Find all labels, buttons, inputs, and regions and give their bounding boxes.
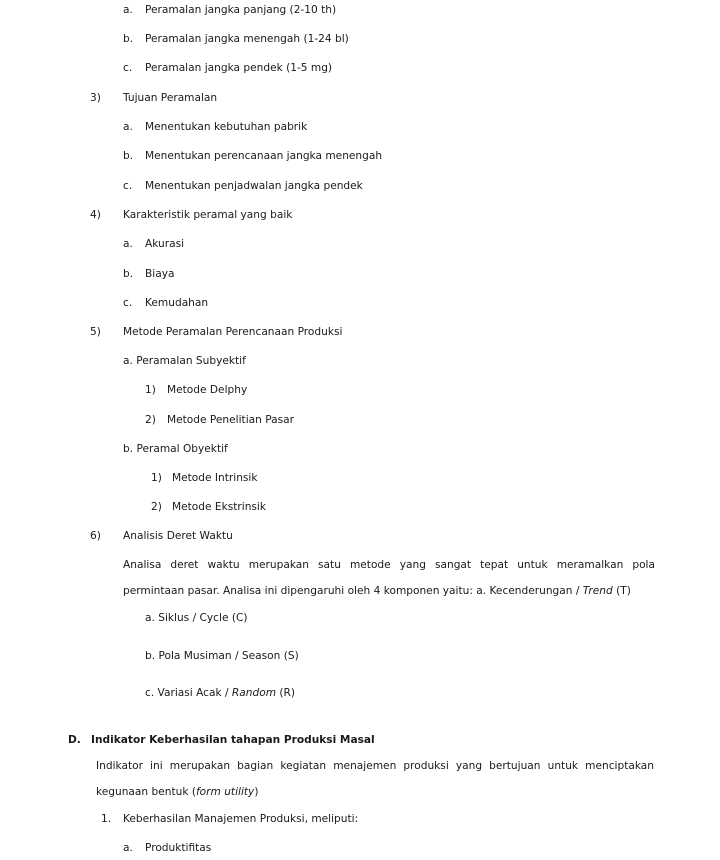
italic-term: Trend: [582, 585, 613, 597]
section-heading: Indikator Keberhasilan tahapan Produksi Masal: [91, 734, 375, 746]
list-item: Kemudahan: [145, 297, 209, 309]
item-heading: Karakteristik peramal yang baik: [123, 209, 293, 221]
paragraph-line: [123, 584, 631, 598]
list-item: Menentukan kebutuhan pabrik: [145, 121, 308, 133]
text-run: c. Variasi Acak /: [145, 687, 232, 699]
list-marker: b.: [123, 33, 134, 45]
text-run: kegunaan bentuk (: [96, 786, 196, 798]
item-number: 6): [90, 530, 101, 542]
paragraph-line: Indikator ini merupakan bagian kegiatan menajemen produksi yang bertujuan untuk menciptakan: [96, 760, 654, 772]
component-item: b. Pola Musiman / Season (S): [145, 650, 299, 662]
subheading: a. Peramalan Subyektif: [123, 355, 246, 367]
list-item: Metode Penelitian Pasar: [167, 414, 294, 426]
text-run: (T): [612, 585, 631, 597]
list-marker: 2): [151, 501, 162, 513]
text-run: permintaan pasar. Analisa ini dipengaruhi oleh 4 komponen yaitu: a. Kecenderungan /: [123, 585, 583, 597]
list-item: Peramalan jangka menengah (1-24 bl): [145, 33, 349, 45]
component-item: [145, 686, 295, 700]
list-marker: a.: [123, 842, 133, 854]
list-item: Peramalan jangka pendek (1-5 mg): [145, 62, 333, 74]
list-item: Biaya: [145, 268, 175, 280]
item-heading: Tujuan Peramalan: [123, 92, 218, 104]
item-heading: Metode Peramalan Perencanaan Produksi: [123, 326, 343, 338]
list-item: Akurasi: [145, 238, 185, 250]
list-marker: a.: [123, 4, 133, 16]
section-letter: D.: [68, 734, 81, 746]
list-marker: b.: [123, 268, 134, 280]
italic-term: Random: [231, 687, 277, 699]
item-number: 4): [90, 209, 101, 221]
text-run: (R): [276, 687, 296, 699]
list-item: Metode Ekstrinsik: [172, 501, 267, 513]
list-marker: 1): [145, 384, 156, 396]
list-marker: c.: [123, 180, 133, 192]
list-marker: a.: [123, 238, 133, 250]
item-number: 5): [90, 326, 101, 338]
list-marker: c.: [123, 62, 133, 74]
item-number: 1.: [101, 813, 112, 825]
item-heading: Keberhasilan Manajemen Produksi, meliputi:: [123, 813, 359, 825]
list-marker: b.: [123, 150, 134, 162]
paragraph-line: Analisa deret waktu merupakan satu metode yang sangat tepat untuk meramalkan pola: [123, 559, 655, 571]
subheading: b. Peramal Obyektif: [123, 443, 228, 455]
item-heading: Analisis Deret Waktu: [123, 530, 233, 542]
list-item: Metode Delphy: [167, 384, 248, 396]
component-item: a. Siklus / Cycle (C): [145, 612, 248, 624]
text-run: ): [254, 786, 259, 798]
list-marker: a.: [123, 121, 133, 133]
list-marker: 2): [145, 414, 156, 426]
list-item: Menentukan perencanaan jangka menengah: [145, 150, 383, 162]
paragraph-line: [96, 785, 258, 799]
list-item: Menentukan penjadwalan jangka pendek: [145, 180, 363, 192]
list-item: Metode Intrinsik: [172, 472, 258, 484]
list-item: Peramalan jangka panjang (2-10 th): [145, 4, 337, 16]
list-marker: 1): [151, 472, 162, 484]
italic-term: form utility: [195, 786, 255, 798]
item-number: 3): [90, 92, 101, 104]
list-item: Produktifitas: [145, 842, 212, 854]
list-marker: c.: [123, 297, 133, 309]
